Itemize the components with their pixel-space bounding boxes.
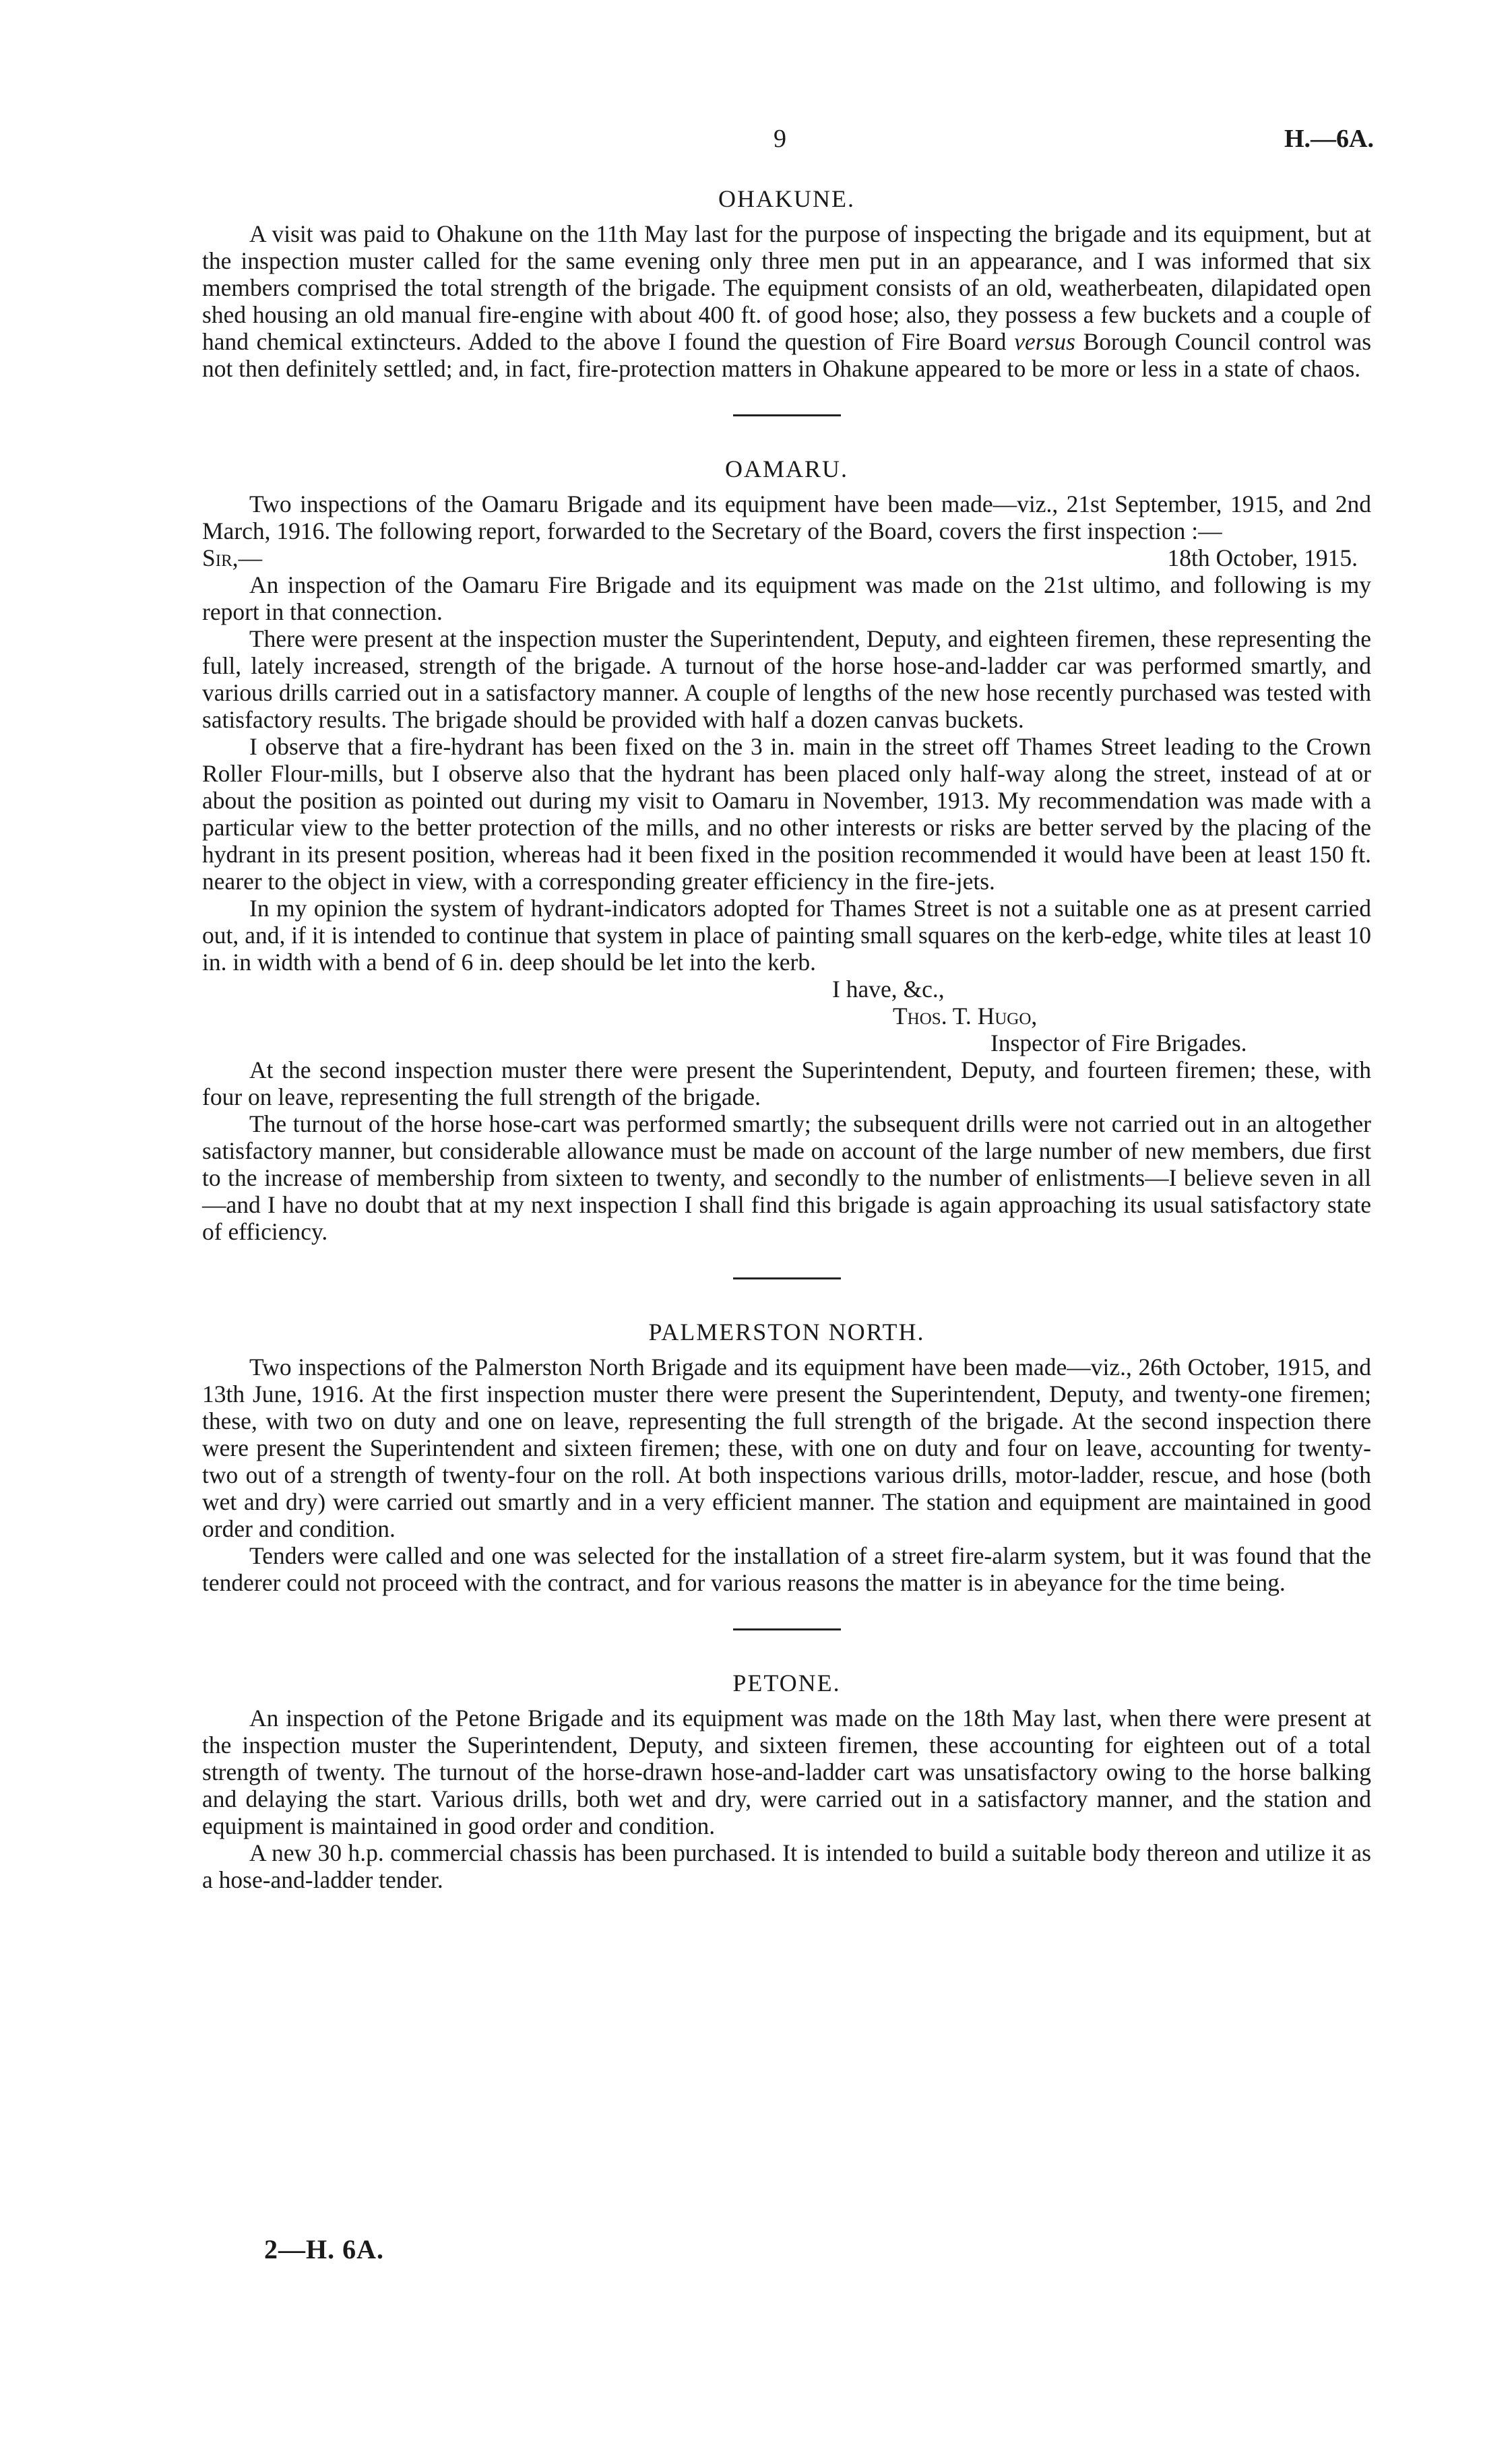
page-number: 9 <box>774 125 786 153</box>
section-divider <box>733 414 841 416</box>
signature-mark: 2—H. 6A. <box>264 2234 384 2264</box>
signature-title: Inspector of Fire Brigades. <box>990 1029 1247 1056</box>
paragraph: A new 30 h.p. commercial chassis has been purchased. It is intended to build a suitable body thereon and utilize it as a hose-and-ladder tender. <box>202 1839 1371 1893</box>
section-petone <box>202 1670 1371 1893</box>
section-title-palmerston-north: PALMERSTON NORTH. <box>648 1319 925 1345</box>
paragraph-text: A visit was paid to Ohakune on the 11th May last for the purpose of inspecting the brigade and its equipment, but at the inspection muster called for the same evening only three men put in an appearance, and I was informed that six members comprised the total strength of the brigade. The equipment consists of an old, weatherbeaten, dilapidated open shed housing an old manual fire-engine with about 400 ft. of good hose; also, they possess a few buckets and a couple of hand chemical extincteurs. Added to the above I found the question of Fire Board <box>202 220 1371 355</box>
letter-signoff: I have, &c., <box>832 976 945 1003</box>
document-code: H.—6A. <box>1284 125 1374 153</box>
letter-salutation: Sir,— <box>202 544 263 571</box>
signature-name: Thos. T. Hugo, <box>893 1003 1038 1029</box>
paragraph: An inspection of the Petone Brigade and its equipment was made on the 18th May last, when there were present at the inspection muster the Superintendent, Deputy, and sixteen firemen, these accounting for eighteen out of a total strength of twenty. The turnout of the horse-drawn hose-and-ladder cart was unsatisfactory owing to the horse balking and delaying the start. Various drills, both wet and dry, were carried out in a satisfactory manner, and the station and equipment is maintained in good order and condition. <box>202 1705 1371 1839</box>
section-title-ohakune: OHAKUNE. <box>718 185 855 212</box>
section-divider <box>733 1628 841 1630</box>
letter-body <box>202 571 1371 976</box>
italic-term: versus <box>1014 328 1075 355</box>
letter-paragraph: In my opinion the system of hydrant-indicators adopted for Thames Street is not a suitable one as at present carried out, and, if it is intended to continue that system in place of painting small squares on the kerb-edge, white tiles at least 10 in. in width with a bend of 6 in. deep should be let into the kerb. <box>202 895 1371 976</box>
section-title-petone: PETONE. <box>732 1670 841 1696</box>
letter-paragraph: There were present at the inspection muster the Superintendent, Deputy, and eighteen firemen, these representing the full, lately increased, strength of the brigade. A turnout of the horse hose-and-ladder car was performed smartly, and various drills carried out in a satisfactory manner. A couple of lengths of the new hose recently purchased was tested with satisfactory results. The brigade should be provided with half a dozen canvas buckets. <box>202 625 1371 733</box>
paragraph-text: Borough Council control was not then definitely settled; and, in fact, fire-protection matters in Ohakune appeared to be more or less in a state of chaos. <box>202 328 1372 382</box>
paragraph: Two inspections of the Oamaru Brigade and its equipment have been made—viz., 21st September, 1915, and 2nd March, 1916. The following report, forwarded to the Secretary of the Board, covers the first inspection :— <box>202 490 1371 544</box>
section-ohakune <box>202 185 1371 382</box>
paragraph <box>202 220 1371 382</box>
paragraph: Two inspections of the Palmerston North Brigade and its equipment have been made—viz., 26th October, 1915, and 13th June, 1916. At the first inspection muster there were present the Superintendent, Deputy, and twenty-one firemen; these, with two on duty and one on leave, representing the full strength of the brigade. At the second inspection there were present the Superintendent and sixteen firemen; these, with one on duty and four on leave, accounting for twenty-two out of a strength of twenty-four on the roll. At both inspections various drills, motor-ladder, rescue, and hose (both wet and dry) were carried out smartly and in a very efficient manner. The station and equipment are maintained in good order and condition. <box>202 1354 1371 1542</box>
letter-date: 18th October, 1915. <box>1167 544 1358 571</box>
section-palmerston-north <box>202 1319 1371 1596</box>
letter-header <box>202 544 1371 571</box>
letter-paragraph: An inspection of the Oamaru Fire Brigade and its equipment was made on the 21st ultimo, and following is my report in that connection. <box>202 571 1371 625</box>
page-body <box>202 185 1371 1893</box>
letter-paragraph: I observe that a fire-hydrant has been fixed on the 3 in. main in the street off Thames Street leading to the Crown Roller Flour-mills, but I observe also that the hydrant has been placed only half-way along the street, instead of at or about the position as pointed out during my visit to Oamaru in November, 1913. My recommendation was made with a particular view to the better protection of the mills, and no other interests or risks are better served by the placing of the hydrant in its present position, whereas had it been fixed in the position recommended it would have been at least 150 ft. nearer to the object in view, with a corresponding greater efficiency in the fire-jets. <box>202 733 1371 895</box>
section-title-oamaru: OAMARU. <box>724 455 848 482</box>
paragraph: At the second inspection muster there were present the Superintendent, Deputy, and fourteen firemen; these, with four on leave, representing the full strength of the brigade. <box>202 1056 1371 1110</box>
paragraph: Tenders were called and one was selected for the installation of a street fire-alarm system, but it was found that the tenderer could not proceed with the contract, and for various reasons the matter is in abeyance for the time being. <box>202 1542 1371 1596</box>
paragraph: The turnout of the horse hose-cart was performed smartly; the subsequent drills were not carried out in an altogether satisfactory manner, but considerable allowance must be made on account of the large number of new members, due first to the increase of membership from sixteen to twenty, and secondly to the number of enlistments—I believe seven in all—and I have no doubt that at my next inspection I shall find this brigade is again approaching its usual satisfactory state of efficiency. <box>202 1110 1371 1245</box>
section-divider <box>733 1277 841 1279</box>
section-oamaru <box>202 455 1371 1245</box>
